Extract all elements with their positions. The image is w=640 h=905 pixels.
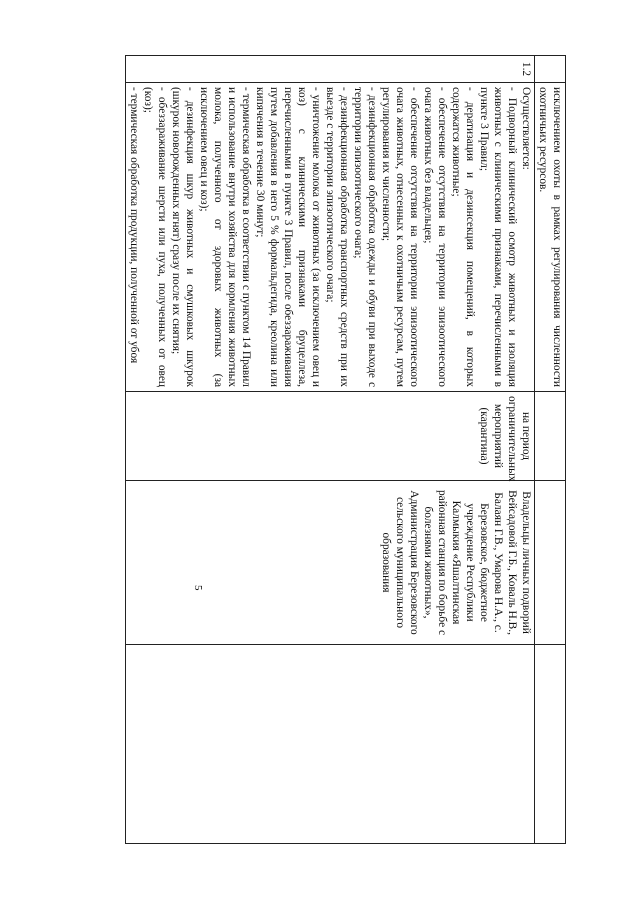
measure-item: - дезинфекция шкур животных и смушковых шкурок (шкурок новорожденных ягнят) сразу после их снятия;	[170, 87, 196, 387]
continuation-row	[535, 56, 566, 844]
measures-table	[125, 55, 566, 844]
continuation-blank-cell	[535, 645, 566, 844]
page-number: 5	[192, 585, 204, 591]
table-row	[126, 56, 535, 844]
row-number: 1.2	[126, 56, 535, 83]
measure-item: - термическая обработка продукции, полученной от убоя	[128, 87, 140, 364]
measure-item: - термическая обработка в соответствии с пунктом 14 Правил и использование внутри хозяйства для кормления животных молока, полученного от здоровых животных (за исключением овец и коз);	[198, 87, 252, 387]
measure-item: - Подворный клинический осмотр животных и изоляция животных с клиническими признаками, перечисленными в пункте 3 Правил;	[478, 87, 518, 387]
period-cell: на период ограничительных мероприятий (карантина)	[126, 392, 535, 481]
measure-item: - уничтожение молока от животных (за исключением овец и коз) с клиническими признаками бруцеллеза, перечисленными в пункте 3 Правил, после обеззараживания путем добавления в него 5 % формальдегида, креолина или кипячения в течение 30 минут;	[254, 87, 322, 387]
responsible-cell: Владельцы личных подворий Вейсадовой Г.Б., Коваль Н.В., Балаян Г.В., Умарова Н.А., с. Березовское, бюджетное учреждение Республики Калмыкия «Яшалтинская районная станция по борьбе с болезнями животных», Администрация Березовского сельского муниципального образования	[126, 481, 535, 645]
continuation-num-cell	[535, 56, 566, 83]
measure-item: - дератизация и дезинсекция помещений, в которых содержатся животные;	[450, 87, 476, 387]
measure-item: - обеспечение отсутствия на территории эпизоотического очага животных, отнесенных к охотничьим ресурсам, путем регулирования их численности;	[380, 87, 420, 387]
continuation-resp-cell	[535, 481, 566, 645]
measure-item: - дезинфекционная обработка транспортных средств при их выезде с территории эпизоотического очага;	[324, 87, 350, 387]
continuation-text: исключением охоты в рамках регулирования численности охотничьих ресурсов.	[535, 83, 566, 392]
continuation-period-cell	[535, 392, 566, 481]
measure-item: Осуществляется:	[520, 87, 532, 170]
measure-item: - обеспечение отсутствия на территории эпизоотического очага животных без владельцев;	[422, 87, 448, 387]
measure-item: - дезинфекционная обработка одежды и обуви при выходе с территории эпизоотического очага;	[352, 87, 378, 387]
blank-cell	[126, 645, 535, 844]
measures-cell	[126, 83, 535, 392]
measure-item: - обеззараживание шерсти или пуха, полученных от овец (коз);	[142, 87, 168, 387]
